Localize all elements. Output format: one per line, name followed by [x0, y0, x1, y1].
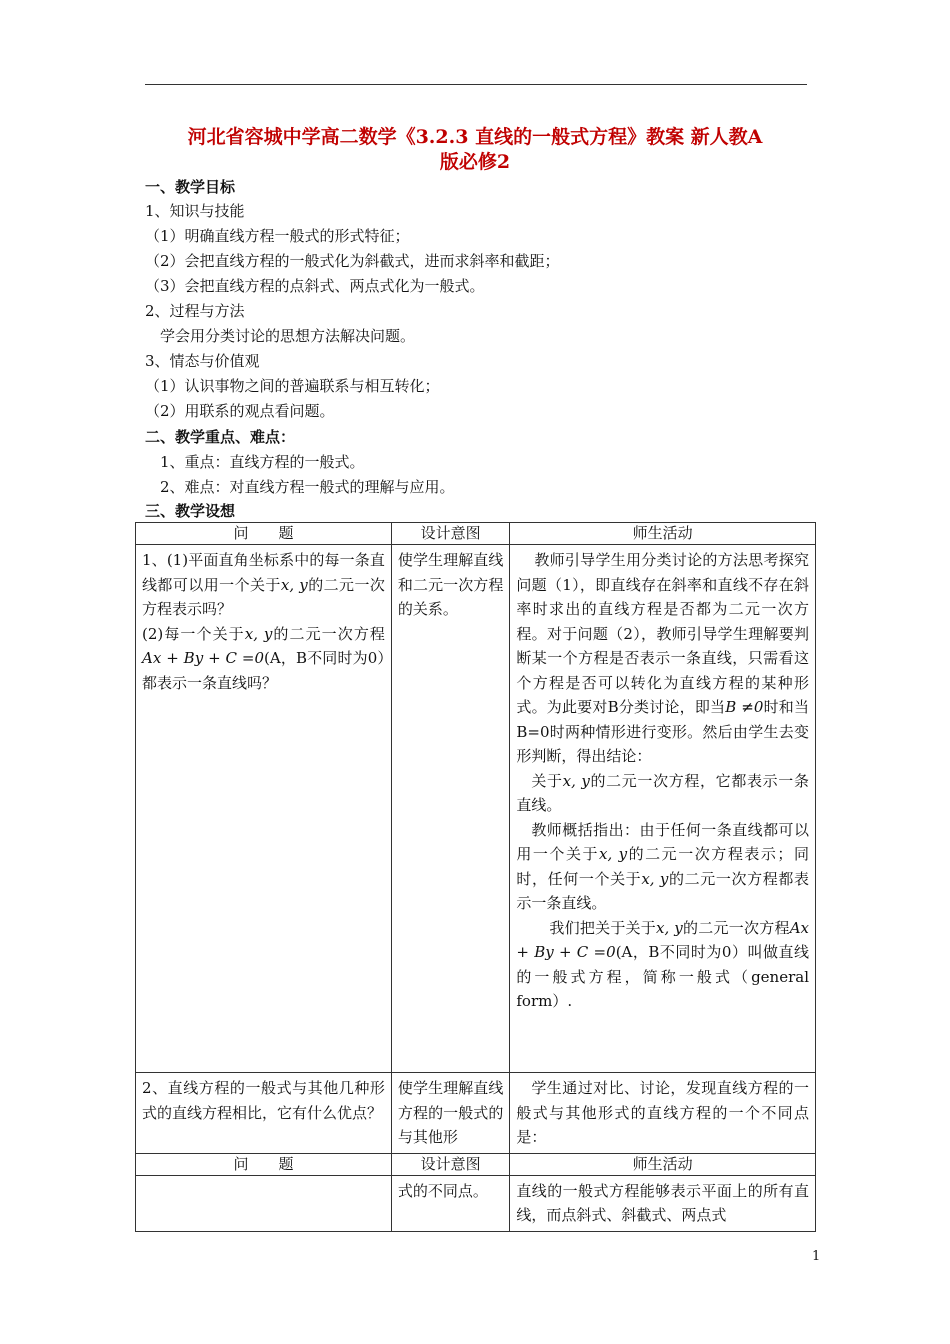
section-heading: 三、教学设想	[145, 502, 236, 520]
activity-text: (A，B不同时为0）叫做直线的一般式方程，简称一般式（general form）.	[516, 943, 825, 1010]
table-header-row	[136, 1153, 816, 1175]
title-line-1: 河北省容城中学高二数学《3.2.3 直线的一般式方程》教案 新人教A	[187, 126, 763, 148]
question-text: 的二元一次方程	[272, 624, 385, 643]
activity-paragraph	[516, 548, 809, 769]
page-number: 1	[812, 1249, 821, 1264]
table-row	[136, 1073, 816, 1154]
subsection-heading: 1、知识与技能	[145, 202, 245, 220]
activity-text: 我们把关于关于	[549, 918, 657, 937]
activity-text: 教师引导学生用分类讨论的方法思考探究问题（1），即直线存在斜率和直线不存在斜率时求出的直线方程是否都为二元一次方程。对于问题（2），教师引导学生理解要判断某一个方程是否表示一条直线，只需看这个方程是否可以转化为直线方程的某种形式。为此要对B分类讨论，即当	[516, 551, 809, 716]
activity-text: 教师概括指出：由于任何一条直线都可以用一个关于	[516, 820, 809, 863]
activity-cell: 直线的一般式方程能够表示平面上的所有直线，而点斜式、斜截式、两点式	[510, 1175, 816, 1231]
key-point: 1、重点：直线方程的一般式。	[160, 453, 365, 471]
title-line-2: 版必修2	[439, 151, 511, 173]
activity-text: 的二元一次方程，它都表示一条直线。	[516, 771, 809, 814]
intent-cell: 式的不同点。	[391, 1175, 509, 1231]
activity-cell: 学生通过对比、讨论，发现直线方程的一般式与其他形式的直线方程的一个不同点是：	[510, 1073, 816, 1154]
activity-paragraph	[516, 916, 825, 1014]
activity-cell	[510, 545, 825, 1073]
question-cell	[136, 545, 392, 1073]
lesson-plan-table	[135, 522, 825, 1232]
activity-text: 的二元一次方程表示；同时，任何一个关于	[516, 845, 809, 888]
document-title	[135, 125, 815, 175]
math-variables: x, y	[244, 624, 273, 643]
subsection-heading: 3、情态与价值观	[145, 352, 260, 370]
column-header-intent: 设计意图	[391, 1153, 509, 1175]
intent-cell: 使学生理解直线方程的一般式的与其他形	[391, 1073, 509, 1154]
objective-item: （1）明确直线方程一般式的形式特征；	[145, 227, 410, 245]
difficult-point: 2、难点：对直线方程一般式的理解与应用。	[160, 478, 455, 496]
intent-cell: 使学生理解直线和二元一次方程的关系。	[391, 545, 509, 1073]
objective-item: （2）用联系的观点看问题。	[145, 402, 335, 420]
activity-text: 的二元一次方程	[682, 918, 790, 937]
objective-item: （2）会把直线方程的一般式化为斜截式，进而求斜率和截距；	[145, 252, 560, 270]
question-text: 的二元一次方程表示吗？	[142, 575, 385, 618]
column-header-activity: 师生活动	[510, 1153, 816, 1175]
table-row	[136, 1175, 816, 1231]
math-equation: Ax + By + C =0	[142, 649, 265, 667]
activity-paragraph	[516, 818, 809, 916]
question-text: 1、(1)平面直角坐标系中的每一条直线都可以用一个关于	[142, 551, 385, 594]
math-variables: x, y	[562, 771, 590, 790]
header-rule	[145, 84, 807, 85]
question-text: (A，B不同时为0）都表示一条直线吗？	[142, 649, 385, 692]
activity-text: 时和当B=0时两种情形进行变形。然后由学生去变形判断，得出结论：	[516, 698, 809, 765]
column-header-intent: 设计意图	[391, 523, 509, 545]
math-variables: x, y	[656, 918, 683, 937]
math-equation: Ax + By + C =0	[516, 918, 809, 961]
question-cell: 2、直线方程的一般式与其他几种形式的直线方程相比，它有什么优点？	[136, 1073, 392, 1154]
section-heading: 一、教学目标	[145, 178, 236, 196]
question-text: (2)每一个关于	[142, 624, 245, 643]
activity-text: 的二元一次方程都表示一条直线。	[516, 869, 809, 912]
column-header-question: 问 题	[136, 523, 392, 545]
activity-paragraph	[516, 769, 809, 818]
objective-item: 学会用分类讨论的思想方法解决问题。	[160, 327, 416, 345]
math-condition: B ≠0	[725, 698, 764, 716]
column-header-question: 问 题	[136, 1153, 392, 1175]
table-row	[136, 545, 816, 1073]
column-header-activity: 师生活动	[510, 523, 816, 545]
math-variables: x, y	[641, 869, 669, 888]
objective-item: （1）认识事物之间的普遍联系与相互转化；	[145, 377, 440, 395]
objective-item: （3）会把直线方程的点斜式、两点式化为一般式。	[145, 277, 485, 295]
section-heading: 二、教学重点、难点：	[145, 428, 296, 446]
activity-text: 关于	[531, 771, 563, 790]
math-variables: x, y	[280, 575, 308, 594]
math-variables: x, y	[599, 845, 628, 863]
table-header-row	[136, 523, 816, 545]
subsection-heading: 2、过程与方法	[145, 302, 245, 320]
question-cell	[136, 1175, 392, 1231]
